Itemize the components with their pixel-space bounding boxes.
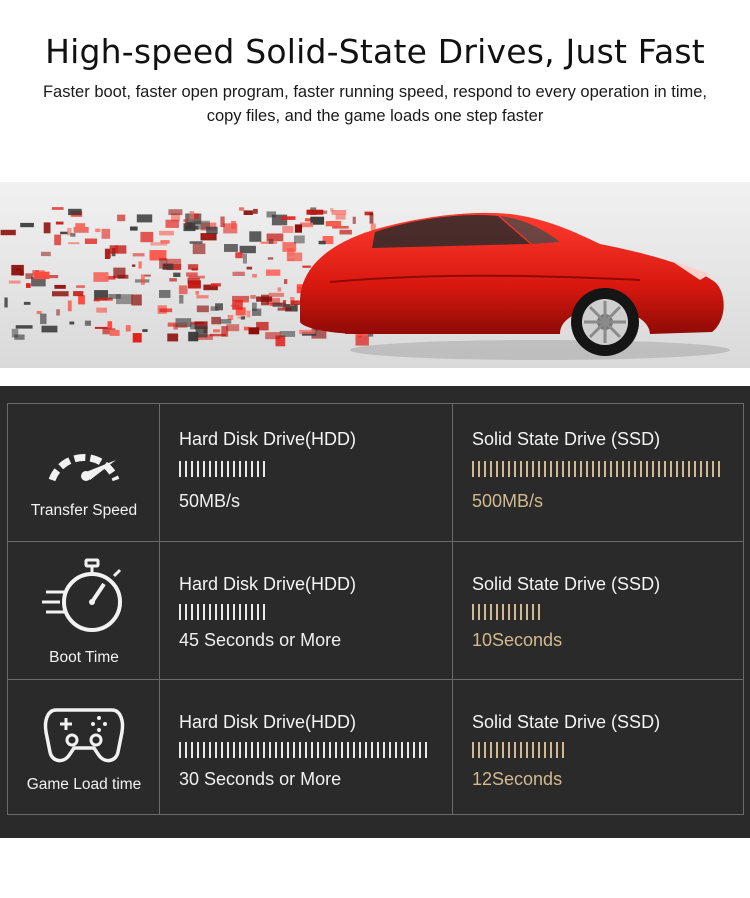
speed-tick (221, 742, 223, 758)
speed-tick (586, 461, 588, 477)
table-row-transfer-speed (8, 404, 743, 542)
speed-tick (335, 742, 337, 758)
ssd-value: 10Seconds (472, 630, 563, 650)
speed-tick (203, 461, 205, 477)
speed-tick (532, 742, 534, 758)
speed-tick (526, 461, 528, 477)
speed-tick (610, 461, 612, 477)
speed-tick (419, 742, 421, 758)
row-icon-cell (8, 542, 160, 679)
speed-tick (550, 461, 552, 477)
speed-tick (694, 461, 696, 477)
speed-tick (634, 461, 636, 477)
speed-tick (221, 604, 223, 620)
speed-tick (257, 461, 259, 477)
speedometer-icon (8, 426, 160, 486)
comparison-table (7, 403, 744, 815)
ssd-name: Solid State Drive (SSD) (472, 429, 661, 449)
speed-tick (484, 461, 486, 477)
page-title: High-speed Solid-State Drives, Just Fast (45, 32, 705, 71)
speed-tick (502, 461, 504, 477)
speed-tick (251, 604, 253, 620)
speed-tick (239, 461, 241, 477)
speed-tick (472, 461, 474, 477)
speed-tick (640, 461, 642, 477)
speed-tick (520, 461, 522, 477)
hdd-cell (160, 404, 453, 541)
speed-tick (197, 604, 199, 620)
speed-tick (401, 742, 403, 758)
speed-tick (215, 604, 217, 620)
speed-tick (484, 604, 486, 620)
speed-tick (508, 742, 510, 758)
speed-tick (209, 461, 211, 477)
speed-tick (395, 742, 397, 758)
speed-tick (221, 461, 223, 477)
speed-tick (646, 461, 648, 477)
speed-tick (245, 461, 247, 477)
speed-tick (287, 742, 289, 758)
speed-tick (263, 604, 265, 620)
speed-tick (670, 461, 672, 477)
speed-tick (490, 742, 492, 758)
speed-tick (484, 742, 486, 758)
speed-tick (544, 742, 546, 758)
speed-tick (502, 742, 504, 758)
speed-tick (227, 742, 229, 758)
speed-tick (263, 461, 265, 477)
speed-tick (353, 742, 355, 758)
speed-tick (239, 742, 241, 758)
speed-tick (526, 604, 528, 620)
speed-tick (425, 742, 427, 758)
speed-tick (514, 604, 516, 620)
speed-tick (281, 742, 283, 758)
speed-tick (215, 742, 217, 758)
speed-tick (550, 742, 552, 758)
speed-tick (245, 604, 247, 620)
speed-tick (562, 461, 564, 477)
speed-tick (478, 604, 480, 620)
speed-tick (496, 461, 498, 477)
speed-tick (502, 604, 504, 620)
speed-tick (616, 461, 618, 477)
hdd-value: 45 Seconds or More (179, 630, 342, 650)
speed-tick (209, 742, 211, 758)
speed-tick (514, 742, 516, 758)
hdd-cell (160, 542, 453, 679)
speed-tick (233, 742, 235, 758)
speed-tick (526, 742, 528, 758)
speed-tick (317, 742, 319, 758)
speed-tick (209, 604, 211, 620)
speed-tick (359, 742, 361, 758)
hdd-speed-bars (179, 742, 431, 758)
speed-tick (191, 604, 193, 620)
speed-tick (604, 461, 606, 477)
speed-tick (706, 461, 708, 477)
speed-tick (532, 604, 534, 620)
row-label: Game Load time (26, 776, 142, 793)
hdd-cell (160, 680, 453, 814)
speed-tick (383, 742, 385, 758)
speed-tick (251, 461, 253, 477)
speed-tick (263, 742, 265, 758)
speed-tick (197, 461, 199, 477)
ssd-speed-bars (472, 604, 544, 620)
speed-tick (311, 742, 313, 758)
ssd-value: 500MB/s (472, 491, 544, 511)
speed-tick (562, 742, 564, 758)
speed-tick (628, 461, 630, 477)
speed-tick (622, 461, 624, 477)
speed-tick (389, 742, 391, 758)
speed-tick (185, 604, 187, 620)
speed-tick (227, 461, 229, 477)
page-subtitle: Faster boot, faster open program, faster running speed, respond to every operation in time, copy files, and the game loads one step faster (42, 83, 708, 125)
speed-tick (191, 461, 193, 477)
speed-tick (347, 742, 349, 758)
speed-tick (478, 742, 480, 758)
speed-tick (323, 742, 325, 758)
speed-tick (377, 742, 379, 758)
speed-tick (580, 461, 582, 477)
hdd-speed-bars (179, 604, 269, 620)
ssd-speed-bars (472, 461, 724, 477)
speed-tick (514, 461, 516, 477)
speed-tick (215, 461, 217, 477)
speed-tick (490, 604, 492, 620)
speed-tick (257, 742, 259, 758)
speed-tick (496, 604, 498, 620)
speed-tick (676, 461, 678, 477)
speed-tick (371, 742, 373, 758)
speed-tick (520, 742, 522, 758)
speed-tick (682, 461, 684, 477)
speed-tick (251, 742, 253, 758)
speed-tick (305, 742, 307, 758)
speed-tick (568, 461, 570, 477)
speed-tick (508, 604, 510, 620)
speed-tick (538, 461, 540, 477)
ssd-cell (453, 542, 743, 679)
speed-tick (556, 461, 558, 477)
ssd-name: Solid State Drive (SSD) (472, 574, 661, 594)
speed-tick (658, 461, 660, 477)
hdd-speed-bars (179, 461, 269, 477)
speed-tick (245, 742, 247, 758)
table-row-boot-time (8, 542, 743, 680)
speed-tick (664, 461, 666, 477)
speed-tick (598, 461, 600, 477)
speed-tick (179, 742, 181, 758)
speed-tick (203, 604, 205, 620)
speed-tick (239, 604, 241, 620)
comparison-panel (0, 386, 750, 838)
speed-tick (712, 461, 714, 477)
speed-tick (520, 604, 522, 620)
speed-tick (544, 461, 546, 477)
speed-tick (233, 604, 235, 620)
row-label: Transfer Speed (30, 502, 138, 519)
speed-tick (227, 604, 229, 620)
row-label: Boot Time (49, 649, 119, 666)
ssd-cell (453, 680, 743, 814)
speed-tick (700, 461, 702, 477)
ssd-name: Solid State Drive (SSD) (472, 712, 661, 732)
hdd-name: Hard Disk Drive(HDD) (179, 712, 357, 732)
speed-tick (365, 742, 367, 758)
hdd-value: 50MB/s (179, 491, 241, 511)
table-row-game-load-time (8, 680, 743, 814)
speed-tick (293, 742, 295, 758)
speed-tick (197, 742, 199, 758)
speed-tick (472, 604, 474, 620)
speed-tick (329, 742, 331, 758)
stopwatch-icon (8, 558, 160, 638)
ssd-speed-bars (472, 742, 568, 758)
speed-tick (688, 461, 690, 477)
hero-car-image (0, 182, 750, 368)
speed-tick (185, 461, 187, 477)
speed-tick (478, 461, 480, 477)
speed-tick (233, 461, 235, 477)
speed-tick (538, 604, 540, 620)
speed-tick (179, 604, 181, 620)
hdd-value: 30 Seconds or More (179, 769, 342, 789)
header (0, 0, 750, 180)
speed-tick (538, 742, 540, 758)
speed-tick (556, 742, 558, 758)
ssd-value: 12Seconds (472, 769, 563, 789)
speed-tick (472, 742, 474, 758)
speed-tick (508, 461, 510, 477)
speed-tick (257, 604, 259, 620)
gamepad-icon (8, 702, 160, 766)
speed-tick (341, 742, 343, 758)
speed-tick (592, 461, 594, 477)
ssd-cell (453, 404, 743, 541)
row-icon-cell (8, 404, 160, 541)
speed-tick (185, 742, 187, 758)
speed-tick (407, 742, 409, 758)
speed-tick (490, 461, 492, 477)
speed-tick (413, 742, 415, 758)
speed-tick (299, 742, 301, 758)
speed-tick (179, 461, 181, 477)
row-icon-cell (8, 680, 160, 814)
speed-tick (496, 742, 498, 758)
speed-tick (532, 461, 534, 477)
hdd-name: Hard Disk Drive(HDD) (179, 574, 357, 594)
speed-tick (275, 742, 277, 758)
speed-tick (269, 742, 271, 758)
speed-tick (652, 461, 654, 477)
speed-tick (574, 461, 576, 477)
speed-tick (203, 742, 205, 758)
speed-tick (191, 742, 193, 758)
red-sports-car-image (0, 182, 750, 368)
speed-tick (718, 461, 720, 477)
hdd-name: Hard Disk Drive(HDD) (179, 429, 357, 449)
